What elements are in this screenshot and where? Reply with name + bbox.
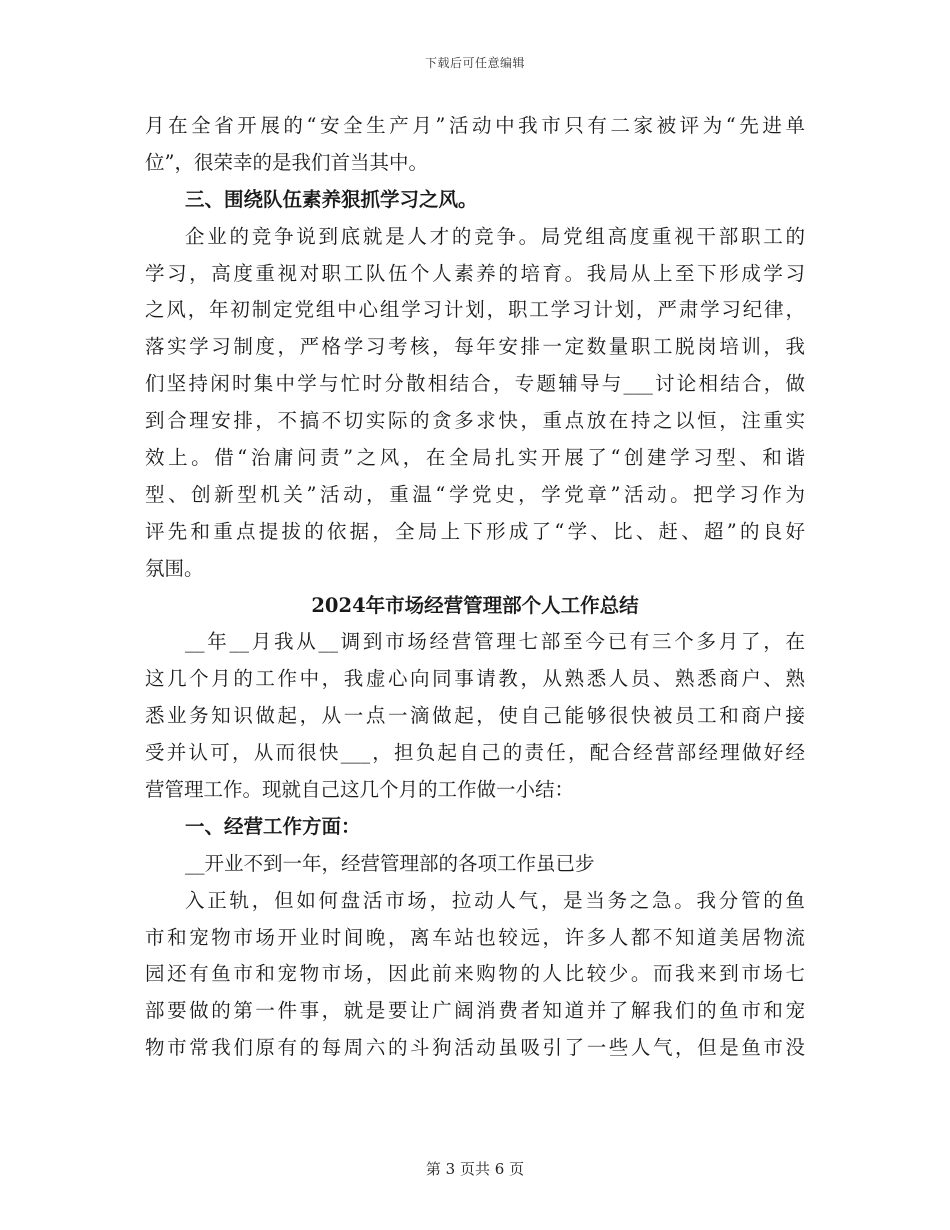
paragraph-line: 营管理工作。现就自己这几个月的工作做一小结： <box>145 778 575 802</box>
paragraph-line: 企业的竞争说到底就是人才的竞争。局党组高度重视干部职工的 <box>185 224 805 248</box>
paragraph-line: 们坚持闲时集中学与忙时分散相结合，专题辅导与___讨论相结合，做 <box>145 372 805 396</box>
paragraph-line: 学习，高度重视对职工队伍个人素养的培育。我局从上至下形成学习 <box>145 261 805 285</box>
paragraph-line: __年__月我从__调到市场经营管理七部至今已有三个多月了，在 <box>185 630 805 654</box>
paragraph-line: 型、创新型机关”活动，重温“学党史，学党章”活动。把学习作为 <box>145 482 805 506</box>
document-title: 2024年市场经营管理部个人工作总结 <box>311 593 639 617</box>
paragraph-line: 月在全省开展的“安全生产月”活动中我市只有二家被评为“先进单 <box>145 114 805 137</box>
page-footer: 第 3 页共 6 页 <box>425 1160 525 1178</box>
paragraph-line: __开业不到一年，经营管理部的各项工作虽已步 <box>185 851 595 875</box>
paragraph-line: 之风，年初制定党组中心组学习计划，职工学习计划，严肃学习纪律， <box>145 298 805 322</box>
paragraph-line: 氛围。 <box>145 556 204 580</box>
section-heading: 三、围绕队伍素养狠抓学习之风。 <box>185 187 478 211</box>
document-body <box>145 108 805 1067</box>
paragraph-line: 市和宠物市场开业时间晚，离车站也较远，许多人都不知道美居物流 <box>145 925 805 949</box>
paragraph-line: 受并认可，从而很快___，担负起自己的责任，配合经营部经理做好经 <box>145 741 805 765</box>
paragraph-line: 落实学习制度，严格学习考核，每年安排一定数量职工脱岗培训，我 <box>145 335 805 359</box>
paragraph-line: 效上。借“治庸问责”之风，在全局扎实开展了“创建学习型、和谐 <box>145 446 805 470</box>
page-header: 下载后可任意编辑 <box>424 56 525 70</box>
paragraph-line: 这几个月的工作中，我虚心向同事请教，从熟悉人员、熟悉商户、熟 <box>145 667 805 691</box>
paragraph-line: 园还有鱼市和宠物市场，因此前来购物的人比较少。而我来到市场七 <box>145 962 805 986</box>
paragraph-line: 部要做的第一件事，就是要让广阔消费者知道并了解我们的鱼市和宠 <box>145 999 805 1023</box>
paragraph-line: 悉业务知识做起，从一点一滴做起，使自己能够很快被员工和商户接 <box>145 704 805 728</box>
paragraph-line: 位”，很荣幸的是我们首当其中。 <box>145 150 428 174</box>
paragraph-line: 评先和重点提拔的依据，全局上下形成了“学、比、赶、超”的良好 <box>145 519 805 543</box>
paragraph-line: 入正轨，但如何盘活市场，拉动人气，是当务之急。我分管的鱼 <box>185 888 805 912</box>
paragraph-line: 物市常我们原有的每周六的斗狗活动虽吸引了一些人气，但是鱼市没 <box>145 1036 805 1060</box>
paragraph-line: 到合理安排，不搞不切实际的贪多求快，重点放在持之以恒，注重实 <box>145 409 805 433</box>
section-heading: 一、经营工作方面： <box>185 814 361 838</box>
